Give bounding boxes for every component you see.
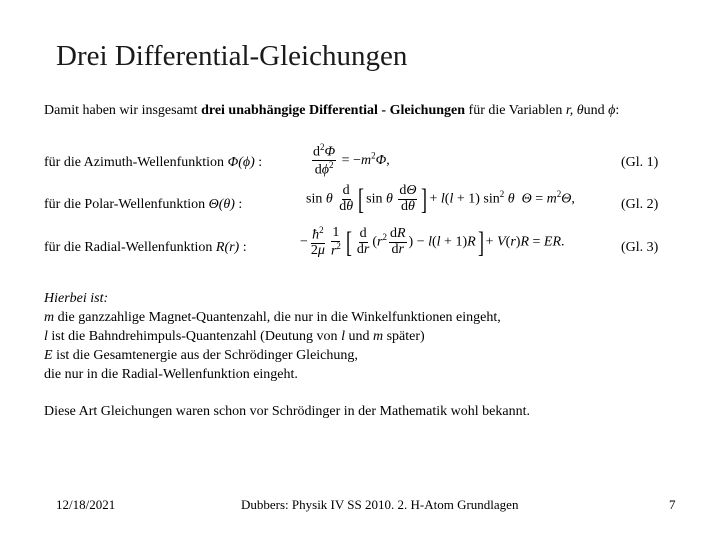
- page-title: Drei Differential-Gleichungen: [56, 40, 408, 72]
- intro-bold: drei unabhängige Differential - Gleichungen: [201, 103, 466, 118]
- equation-3-tag: (Gl. 3): [621, 240, 659, 255]
- equation-2-label: für die Polar-Wellenfunktion Θ(θ) :: [44, 197, 243, 212]
- equation-1-label: für die Azimuth-Wellenfunktion Φ(ϕ) :: [44, 155, 263, 170]
- equation-1-tag: (Gl. 1): [621, 155, 659, 170]
- intro-var-theta: θ: [576, 103, 584, 118]
- equation-2-symbol: Θ(θ): [208, 197, 235, 212]
- footer-date: 12/18/2021: [56, 497, 116, 512]
- note-l: l ist die Bahndrehimpuls-Quantenzahl (Deutung von l und m später): [44, 329, 425, 344]
- note-e: E ist die Gesamtenergie aus der Schrödinger Gleichung,: [44, 348, 358, 363]
- footer-page-number: 7: [669, 497, 676, 512]
- equation-3-symbol: R(r): [215, 240, 240, 255]
- notes-block: [44, 289, 501, 384]
- notes-heading: Hierbei ist:: [44, 291, 109, 306]
- note-e-continued: die nur in die Radial-Wellenfunktion eingeht.: [44, 367, 298, 382]
- equation-3-formula: − $\frac{ħ^2}{2\mu}$ $\frac{1}{r^2}$ [ $\frac{d}{dr}$ ($r^2$ $\frac{dR}{dr}$ ) − l(l + 1)R] + V(r)R = ER.: [300, 225, 565, 260]
- equation-1-formula: $\frac{d^2\Phi}{d\phi^2}$ = $-m^2\Phi$,: [313, 142, 390, 178]
- footer-center: Dubbers: Physik IV SS 2010. 2. H-Atom Grundlagen: [241, 497, 519, 512]
- closing-sentence: Diese Art Gleichungen waren schon vor Schrödinger in der Mathematik wohl bekannt.: [44, 404, 530, 419]
- intro-suffix: für die Variablen: [465, 103, 566, 118]
- intro-var-r: r,: [565, 103, 574, 118]
- intro-colon: :: [615, 103, 620, 118]
- equation-1-symbol: Φ(ϕ): [227, 155, 255, 170]
- equation-2-formula: sin θ $\frac{d}{d\theta}$ [ sin θ $\frac{d\Theta}{d\theta}$ ] + l(l + 1) $\sin^2 \theta$ $\Theta = m^2\Theta$,: [306, 182, 575, 216]
- note-m: m die ganzzahlige Magnet-Quantenzahl, die nur in die Winkelfunktionen eingeht,: [44, 310, 501, 325]
- intro-prefix: Damit haben wir insgesamt: [44, 103, 202, 118]
- equation-2-tag: (Gl. 2): [621, 197, 659, 212]
- intro-und: und: [583, 103, 605, 118]
- intro-line: [44, 103, 619, 119]
- equation-3-label: für die Radial-Wellenfunktion R(r) :: [44, 240, 247, 255]
- intro-var-phi: ϕ: [608, 103, 616, 118]
